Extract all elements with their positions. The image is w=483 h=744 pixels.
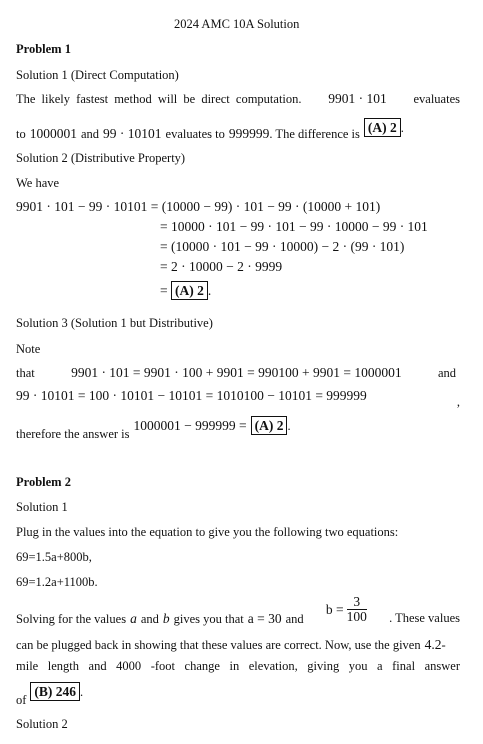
p1-s3-therefore: therefore the answer is — [16, 427, 130, 441]
p2-b-value — [326, 595, 367, 624]
p2-answer-line — [16, 682, 84, 707]
p1-s3-line-1 — [16, 365, 456, 381]
p1-s2-end: . — [207, 283, 212, 298]
p1-s1-text-h: evaluates to — [165, 127, 225, 141]
p2-fraction — [347, 595, 367, 624]
p2-var-b: b — [162, 610, 170, 626]
p2-equation-2: 69=1.2a+1100b. — [16, 575, 98, 589]
p1-solution-1-line-1 — [16, 91, 460, 107]
problem-2-heading: Problem 2 — [16, 475, 71, 489]
p2-dash: - — [441, 638, 446, 652]
p2-solution-1-title: Solution 1 — [16, 500, 68, 514]
p2-end: . — [80, 685, 84, 699]
p1-s3-equation-3: 1000001 − 999999 = — [133, 418, 247, 433]
p1-s3-equation-1: 9901 · 101 = 9901 · 100 + 9901 = 990100 + 9901 = 1000001 — [71, 365, 402, 380]
p2-and-1: and — [140, 611, 159, 626]
p1-s2-intro: We have — [16, 176, 60, 190]
p2-line-3: mile length and 4000 -foot change in elevation, giving you a final answer — [16, 659, 460, 673]
p1-s2-equation-line-4: = 2 · 10000 − 2 · 9999 — [160, 259, 283, 274]
p1-s3-end: . — [287, 419, 291, 433]
p2-line-2 — [16, 636, 446, 654]
p1-s1-text-a: The likely fastest method will be direct computation. — [16, 92, 302, 106]
p1-s1-text-f: and — [80, 127, 100, 141]
p1-s1-end: . — [400, 121, 404, 135]
p1-s2-equation-line-2: = 10000 · 101 − 99 · 101 − 99 · 10000 − 99 · 101 — [160, 219, 428, 234]
p1-s1-text-d: to — [16, 127, 26, 141]
p1-s3-that: that — [16, 366, 35, 380]
problem-1-heading: Problem 1 — [16, 42, 71, 56]
p2-b-equals: b = — [325, 601, 344, 617]
p1-s1-text-c: evaluates — [413, 92, 460, 106]
p2-var-a: a — [130, 610, 137, 626]
p2-of: of — [16, 693, 27, 707]
p2-line-2-text: can be plugged back in showing that these values are correct. Now, use the given — [16, 638, 421, 652]
p1-s2-answer-box: (A) 2 — [171, 281, 208, 300]
p1-s2-equation-line-1: 9901 · 101 − 99 · 10101 = (10000 − 99) · 101 − 99 · (10000 + 101) — [16, 199, 381, 214]
p2-a-value: a = 30 — [247, 610, 282, 626]
p2-plug-text: Plug in the values into the equation to give you the following two equations: — [16, 525, 399, 539]
p1-s3-line-2 — [16, 388, 460, 409]
p2-solving-text: Solving for the values — [16, 611, 127, 626]
p2-mile-value: 4.2 — [424, 637, 442, 652]
p1-solution-1-title: Solution 1 (Direct Computation) — [16, 68, 179, 82]
p2-equation-1: 69=1.5a+800b, — [16, 550, 92, 564]
p1-s1-value-2: 999999 — [228, 126, 270, 141]
p1-s1-expr-a: 9901 · 101 — [328, 91, 387, 106]
p1-solution-3-title: Solution 3 (Solution 1 but Distributive) — [16, 316, 213, 330]
document-title: 2024 AMC 10A Solution — [174, 17, 300, 31]
p1-solution-2-title: Solution 2 (Distributive Property) — [16, 151, 186, 165]
p1-s2-equation-line-3: = (10000 · 101 − 99 · 10000) − 2 · (99 · 101) — [160, 239, 405, 254]
p1-s2-equation-line-5 — [160, 281, 211, 300]
p2-answer-box: (B) 246 — [30, 682, 80, 701]
p1-s3-comma: , — [456, 395, 460, 409]
p2-and-2: and — [285, 611, 304, 626]
p2-gives-text: gives you that — [173, 611, 244, 626]
p2-solution-2-title: Solution 2 — [16, 717, 68, 731]
p1-s3-and: and — [437, 366, 456, 380]
p1-s3-note: Note — [16, 342, 41, 356]
p1-s1-value-1: 1000001 — [29, 126, 77, 141]
p2-solving-left — [16, 610, 304, 628]
p2-fraction-numerator: 3 — [353, 594, 361, 609]
p1-s1-answer-box: (A) 2 — [364, 118, 401, 137]
p1-solution-1-line-2 — [16, 118, 404, 141]
p1-s3-equation-2: 99 · 10101 = 100 · 10101 − 10101 = 1010100 − 10101 = 999999 — [16, 388, 367, 403]
p1-s2-equals: = — [160, 283, 168, 298]
p1-s1-text-j: . The difference is — [269, 127, 360, 141]
p1-s3-answer-box: (A) 2 — [251, 416, 288, 435]
p1-s3-line-3 — [16, 416, 291, 441]
p2-fraction-denominator: 100 — [346, 609, 367, 624]
p2-these-values: . These values — [389, 611, 460, 625]
p2-solving-line — [16, 595, 460, 624]
p1-s1-expr-b: 99 · 10101 — [103, 126, 162, 141]
